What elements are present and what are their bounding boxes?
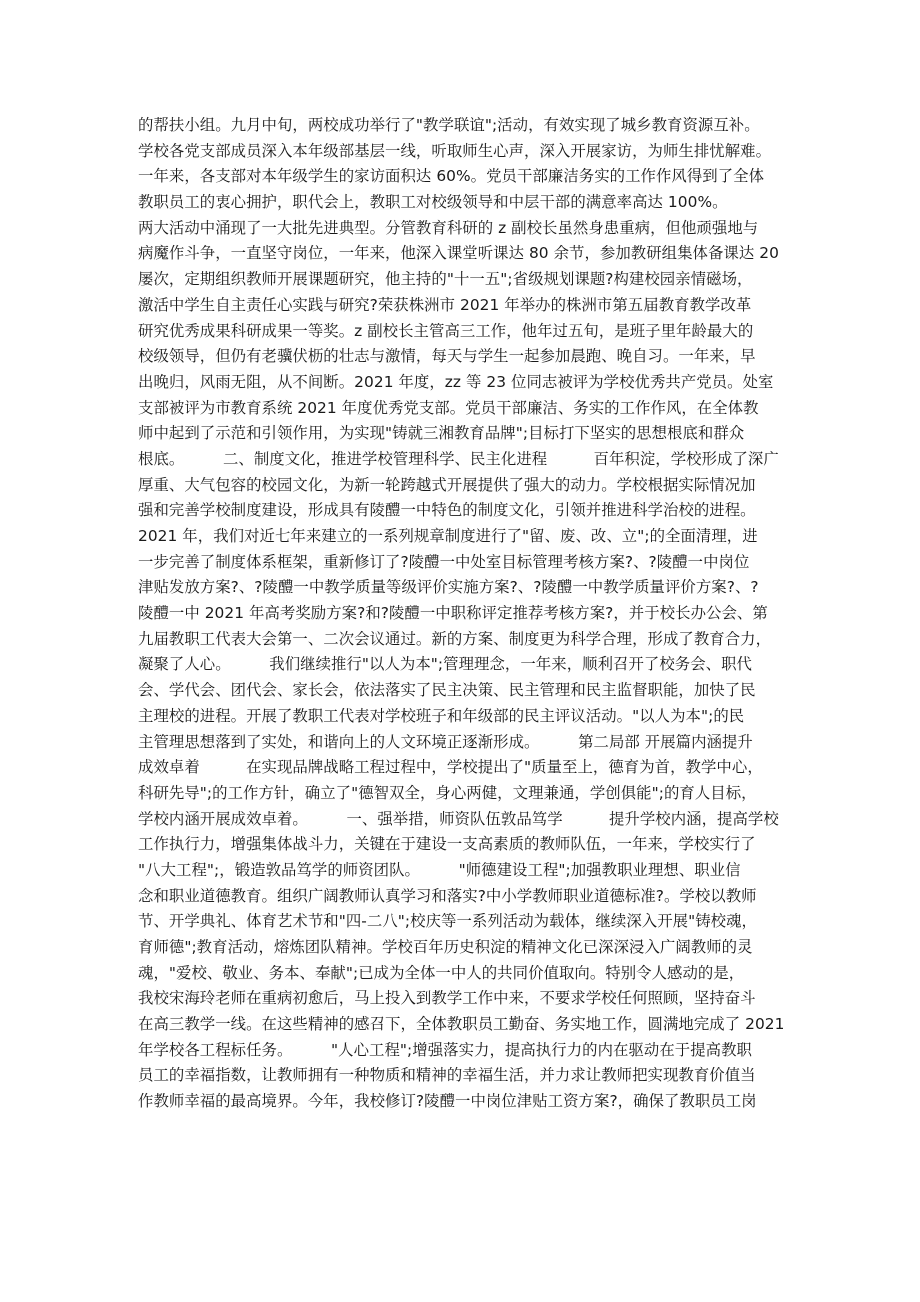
text-line: 校级领导，但仍有老骥伏枥的壮志与激情，每天与学生一起参加晨跑、晚自习。一年来，早 — [138, 347, 756, 366]
text-line: 一年来，各支部对本年级学生的家访面积达 60%。党员干部廉洁务实的工作作风得到了全体 — [138, 167, 765, 186]
text-line: 陵醴一中 2021 年高考奖励方案?和?陵醴一中职称评定推荐考核方案?，并于校长办公会、第 — [138, 604, 768, 623]
text-line: 我校宋海玲老师在重病初愈后，马上投入到教学工作中来，不要求学校任何照顾，坚持奋斗 — [138, 989, 756, 1008]
text-line: 根底。 二、制度文化，推进学校管理科学、民主化进程 百年积淀，学校形成了深广 — [138, 449, 779, 468]
text-line: 的帮扶小组。九月中旬，两校成功举行了"教学联谊";活动，有效实现了城乡教育资源互补。 — [138, 116, 760, 134]
text-line: 学校各党支部成员深入本年级部基层一线，听取师生心声，深入开展家访，为师生排忧解难。 — [138, 141, 772, 160]
text-line: 两大活动中涌现了一大批先进典型。分管教育科研的 z 副校长虽然身患重病，但他顽强地与 — [138, 218, 759, 237]
text-line: 研究优秀成果科研成果一等奖。z 副校长主管高三工作，他年过五旬，是班子里年龄最大的 — [138, 321, 754, 340]
text-line: 2021 年，我们对近七年来建立的一系列规章制度进行了"留、废、改、立";的全面清理，进 — [138, 527, 758, 545]
text-line: 教职员工的衷心拥护，职代会上，教职工对校级领导和中层干部的满意率高达 100%。 — [138, 193, 728, 212]
text-line: 念和职业道德教育。组织广阔教师认真学习和落实?中小学教师职业道德标准?。学校以教师 — [138, 886, 757, 905]
body-text — [138, 113, 788, 1115]
text-line: 师中起到了示范和引领作用，为实现"铸就三湘教育品牌";目标打下坚实的思想根底和群众 — [138, 424, 745, 443]
text-line: 在高三教学一线。在这些精神的感召下，全体教职员工勤奋、务实地工作，圆满地完成了 2021 — [138, 1015, 785, 1034]
text-line: 会、学代会、团代会、家长会，依法落实了民主决策、民主管理和民主监督职能，加快了民 — [138, 681, 756, 700]
text-line: 年学校各工程标任务。 "人心工程";增强落实力，提高执行力的内在驱动在于提高教职 — [138, 1040, 752, 1059]
text-line: 育师德";教育活动，熔炼团队精神。学校百年历史积淀的精神文化已深深浸入广阔教师的灵 — [138, 938, 753, 956]
text-line: 强和完善学校制度建设，形成具有陵醴一中特色的制度文化，引领并推进科学治校的进程。 — [138, 501, 756, 520]
text-line: "八大工程";，锻造敦品笃学的师资团队。 "师德建设工程";加强教职业理想、职业信 — [138, 860, 741, 879]
text-line: 节、开学典礼、体育艺术节和"四-二八";校庆等一系列活动为载体，继续深入开展"铸校魂， — [138, 912, 757, 931]
text-line: 津贴发放方案?、?陵醴一中教学质量等级评价实施方案?、?陵醴一中教学质量评价方案?、? — [138, 578, 759, 597]
text-line: 学校内涵开展成效卓着。 一、强举措，师资队伍敦品笃学 提升学校内涵，提高学校 — [138, 809, 779, 828]
text-line: 作教师幸福的最高境界。今年，我校修订?陵醴一中岗位津贴工资方案?，确保了教职员工岗 — [138, 1092, 757, 1111]
text-line: 出晚归，风雨无阻，从不间断。2021 年度，zz 等 23 位同志被评为学校优秀共产党员。处室 — [138, 372, 774, 391]
text-line: 九届教职工代表大会第一、二次会议通过。新的方案、制度更为科学合理，形成了教育合力， — [138, 629, 772, 648]
text-line: 屡次，定期组织教师开展课题研究，他主持的"十一五";省级规划课题?构建校园亲情磁场， — [138, 270, 753, 289]
text-line: 主管理思想落到了实处，和谐向上的人文环境正逐渐形成。 第二局部 开展篇内涵提升 — [138, 732, 753, 751]
text-line: 工作执行力，增强集体战斗力，关键在于建设一支高素质的教师队伍，一年来，学校实行了 — [138, 835, 756, 854]
text-line: 凝聚了人心。 我们继续推行"以人为本";管理理念，一年来，顺利召开了校务会、职代 — [138, 655, 752, 674]
text-line: 厚重、大气包容的校园文化，为新一轮跨越式开展提供了强大的动力。学校根据实际情况加 — [138, 475, 756, 494]
text-line: 一步完善了制度体系框架，重新修订了?陵醴一中处室目标管理考核方案?、?陵醴一中岗位 — [138, 552, 750, 571]
text-line: 支部被评为市教育系统 2021 年度优秀党支部。党员干部廉洁、务实的工作作风，在全体教 — [138, 398, 759, 417]
text-line: 病魔作斗争，一直坚守岗位，一年来，他深入课堂听课达 80 余节，参加教研组集体备课达 20 — [138, 244, 779, 263]
text-line: 主理校的进程。开展了教职工代表对学校班子和年级部的民主评议活动。"以人为本";的民 — [138, 706, 745, 725]
text-line: 魂，"爱校、敬业、务本、奉献";已成为全体一中人的共同价值取向。特别令人感动的是， — [138, 963, 745, 982]
text-line: 成效卓着 在实现品牌战略工程过程中，学校提出了"质量至上，德育为首，教学中心， — [138, 758, 763, 777]
text-line: 员工的幸福指数，让教师拥有一种物质和精神的幸福生活，并力求让教师把实现教育价值当 — [138, 1066, 756, 1085]
text-line: 科研先导";的工作方针，确立了"德智双全，身心两健，文理兼通，学创俱能";的育人目标， — [138, 783, 757, 802]
text-line: 激活中学生自主责任心实践与研究?荣获株洲市 2021 年举办的株洲市第五届教育教学改革 — [138, 295, 752, 314]
